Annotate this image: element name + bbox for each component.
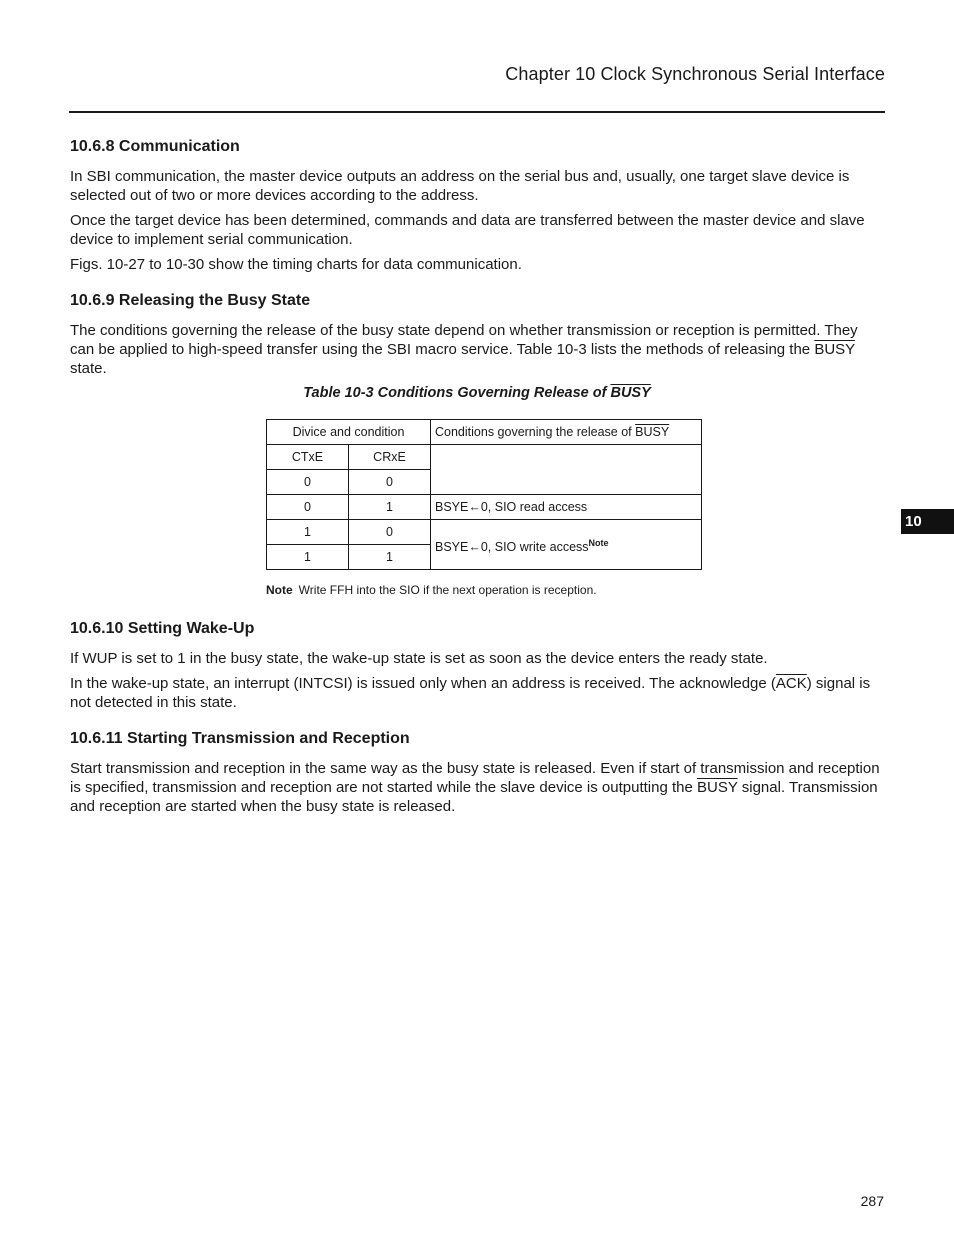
table-cell: 0 (267, 495, 349, 520)
header-text: Conditions governing the release of (435, 425, 636, 439)
text-run: The conditions governing the release of the busy state depend on whether transmission or reception is permitted. They can be applied to high-speed transfer using the SBI macro service. Table 10-3 lists the methods of releasing the (70, 322, 858, 358)
section-starting-transmission (70, 728, 884, 816)
table-row (267, 520, 702, 545)
caption-text: Table 10-3 Conditions Governing Release of (303, 385, 611, 401)
section-heading: 10.6.10 Setting Wake-Up (70, 620, 255, 637)
paragraph: Figs. 10-27 to 10-30 show the timing charts for data communication. (70, 256, 522, 273)
chapter-tab: 10 (901, 509, 954, 534)
text-run: ) signal is not detected in this state. (70, 675, 871, 711)
table-header-ctxe: CTxE (267, 445, 349, 470)
table-cell-empty (431, 445, 702, 495)
table-cell: 1 (267, 520, 349, 545)
header-rule (69, 111, 885, 113)
table-cell-release (431, 520, 702, 570)
ack-signal: $\overline{ACK}$ (775, 675, 807, 692)
table-cell: 1 (267, 545, 349, 570)
text-run: In the wake-up state, an interrupt (INTCSI) is issued only when an address is received. The acknowledge ( (70, 675, 776, 692)
table-cell: 0 (349, 470, 431, 495)
table-note (266, 582, 884, 598)
caption-busy: BUSY (610, 385, 651, 401)
paragraph: Once the target device has been determined, commands and data are transferred between the master device and slave device to implement serial communication. (70, 212, 865, 248)
busy-signal: BUSY (697, 779, 738, 796)
header-busy: BUSY (635, 425, 670, 439)
conditions-table (266, 419, 702, 570)
table-header-release (431, 420, 702, 445)
paragraph: If WUP is set to 1 in the busy state, the wake-up state is set as soon as the device enters the ready state. (70, 650, 768, 667)
section-wake-up (70, 618, 884, 712)
table-cell: 1 (349, 495, 431, 520)
table-cell: 0 (349, 520, 431, 545)
section-releasing-busy (70, 290, 884, 598)
table-row (267, 420, 702, 445)
section-communication (70, 136, 884, 274)
table-header-device: Divice and condition (267, 420, 431, 445)
chapter-title: Chapter 10 Clock Synchronous Serial Interface (505, 64, 885, 84)
table-caption (70, 384, 884, 403)
text-run: signal. Transmission and reception are started when the busy state is released. (70, 779, 878, 815)
note-label: Note (266, 583, 293, 597)
table-cell: 0 (267, 470, 349, 495)
page-number: 287 (860, 1193, 884, 1209)
note-text: Write FFH into the SIO if the next operation is reception. (298, 583, 597, 597)
text-run: state. (70, 360, 107, 377)
table-header-crxe: CRxE (349, 445, 431, 470)
page-content (70, 136, 884, 832)
paragraph (70, 674, 884, 712)
table-row (267, 495, 702, 520)
busy-signal: BUSY (814, 341, 855, 358)
release-text: BSYE←0, SIO write access (435, 539, 589, 554)
note-marker: Note (588, 537, 609, 548)
paragraph (70, 321, 884, 378)
paragraph: In SBI communication, the master device outputs an address on the serial bus and, usually, one target slave device is selected out of two or more devices according to the address. (70, 168, 850, 204)
paragraph (70, 759, 884, 816)
table-cell: 1 (349, 545, 431, 570)
section-heading: 10.6.9 Releasing the Busy State (70, 292, 311, 309)
section-heading: 10.6.11 Starting Transmission and Reception (70, 730, 410, 747)
table-row (267, 445, 702, 470)
table-cell-release: BSYE←0, SIO read access (431, 495, 702, 520)
text-run: Start transmission and reception in the same way as the busy state is released. Even if start of transmission and reception is specified, transmission and reception are not started while the slave device is outputting the (70, 760, 880, 796)
section-heading: 10.6.8 Communication (70, 138, 240, 155)
